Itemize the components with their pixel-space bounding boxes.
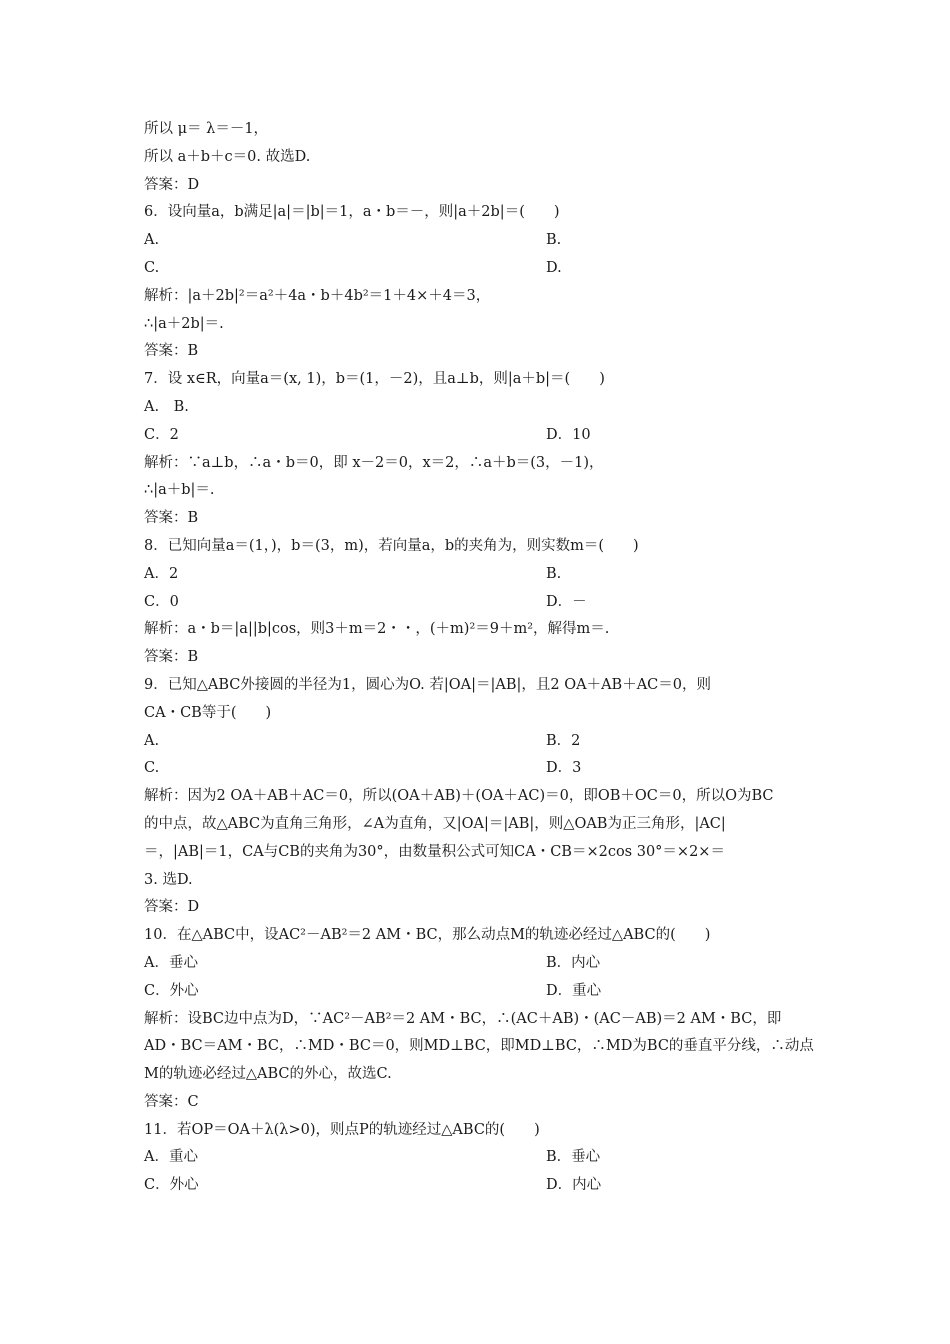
text-line: AD・BC＝AM・BC，∴MD・BC＝0，则MD⊥BC，即MD⊥BC，∴MD为BC的垂直平分线，∴动点 bbox=[144, 1038, 814, 1055]
text-line: ＝，|AB|＝1，CA与CB的夹角为30°，由数量积公式可知CA・CB＝×2cos 30°＝×2×＝ bbox=[144, 843, 725, 860]
option-row bbox=[144, 589, 824, 617]
text-line: 解析：因为2 OA＋AB＋AC＝0，所以(OA＋AB)＋(OA＋AC)＝0，即OB＋OC＝0，所以O为BC bbox=[144, 788, 774, 805]
option-text: D．重心 bbox=[546, 982, 602, 999]
text-line: 所以 μ＝ λ＝－1， bbox=[144, 121, 269, 137]
text-line: 10．在△ABC中，设AC²－AB²＝2 AM・BC，那么动点M的轨迹必经过△ABC的( ) bbox=[144, 927, 711, 944]
option-text: B．内心 bbox=[546, 954, 601, 971]
text-line: ∴|a＋b|＝. bbox=[144, 482, 215, 499]
option-text: C．0 bbox=[144, 593, 179, 610]
option-text: C. bbox=[144, 259, 160, 276]
text-line: 8．已知向量a＝(1，)，b＝(3，m)，若向量a，b的夹角为，则实数m＝( ) bbox=[144, 537, 639, 554]
text-line: 所以 a＋b＋c＝0. 故选D. bbox=[144, 148, 311, 165]
option-text: C. bbox=[144, 760, 160, 777]
option-row bbox=[144, 227, 824, 255]
option-row bbox=[144, 561, 824, 589]
text-line: 答案：C bbox=[144, 1093, 199, 1110]
option-row bbox=[144, 422, 824, 450]
option-text: D．10 bbox=[546, 426, 591, 443]
option-row bbox=[144, 950, 824, 978]
text-line: 的中点，故△ABC为直角三角形，∠A为直角，又|OA|＝|AB|，则△OAB为正三角形，|AC| bbox=[144, 815, 726, 832]
text-line: 3. 选D. bbox=[144, 871, 193, 888]
option-text: B. bbox=[546, 232, 562, 249]
option-text: D．3 bbox=[546, 760, 582, 777]
text-line: 答案：D bbox=[144, 176, 200, 193]
option-text: C．外心 bbox=[144, 982, 199, 999]
text-line: 答案：B bbox=[144, 343, 199, 360]
option-row bbox=[144, 1144, 824, 1172]
text-line: 解析：设BC边中点为D，∵AC²－AB²＝2 AM・BC，∴(AC＋AB)・(AC－AB)＝2 AM・BC，即 bbox=[144, 1010, 782, 1027]
document-page bbox=[144, 116, 824, 1200]
option-row bbox=[144, 755, 824, 783]
text-line: 解析：a・b＝|a||b|cos，则3＋m＝2・・，(＋m)²＝9＋m²，解得m＝. bbox=[144, 621, 610, 638]
text-line: M的轨迹必经过△ABC的外心，故选C. bbox=[144, 1066, 392, 1083]
text-line: 解析：∵a⊥b，∴a・b＝0，即 x－2＝0，x＝2，∴a＋b＝(3，－1)， bbox=[144, 454, 604, 471]
option-text: D. bbox=[546, 259, 562, 276]
option-text: B. bbox=[546, 565, 562, 582]
text-line: 11．若OP＝OA＋λ(λ>0)，则点P的轨迹经过△ABC的( ) bbox=[144, 1121, 540, 1138]
option-row bbox=[144, 978, 824, 1006]
option-text: C．外心 bbox=[144, 1177, 199, 1194]
option-text: A. bbox=[144, 232, 160, 249]
text-line: 解析：|a＋2b|²＝a²＋4a・b＋4b²＝1＋4×＋4＝3， bbox=[144, 287, 491, 304]
text-line: ∴|a＋2b|＝. bbox=[144, 315, 224, 332]
option-row bbox=[144, 1172, 824, 1200]
option-text: B．垂心 bbox=[546, 1149, 601, 1166]
text-line: A. B. bbox=[144, 398, 189, 415]
option-text: A. bbox=[144, 732, 160, 749]
option-text: D．内心 bbox=[546, 1177, 602, 1194]
option-text: B．2 bbox=[546, 732, 581, 749]
option-text: A．垂心 bbox=[144, 954, 198, 971]
option-text: C．2 bbox=[144, 426, 179, 443]
text-line: 答案：D bbox=[144, 899, 200, 916]
text-line: 答案：B bbox=[144, 649, 199, 666]
text-line: 9．已知△ABC外接圆的半径为1，圆心为O. 若|OA|＝|AB|，且2 OA＋AB＋AC＝0，则 bbox=[144, 676, 711, 693]
text-line: 7．设 x∈R，向量a＝(x, 1)，b＝(1，－2)，且a⊥b，则|a＋b|＝( ) bbox=[144, 371, 605, 388]
option-text: A．重心 bbox=[144, 1149, 198, 1166]
text-line: 6．设向量a，b满足|a|＝|b|＝1，a・b＝－，则|a＋2b|＝( ) bbox=[144, 204, 560, 221]
option-row bbox=[144, 728, 824, 756]
option-text: D．－ bbox=[546, 593, 587, 610]
text-line: 答案：B bbox=[144, 510, 199, 527]
option-text: A．2 bbox=[144, 565, 179, 582]
text-line: CA・CB等于( ) bbox=[144, 704, 272, 721]
option-row bbox=[144, 255, 824, 283]
